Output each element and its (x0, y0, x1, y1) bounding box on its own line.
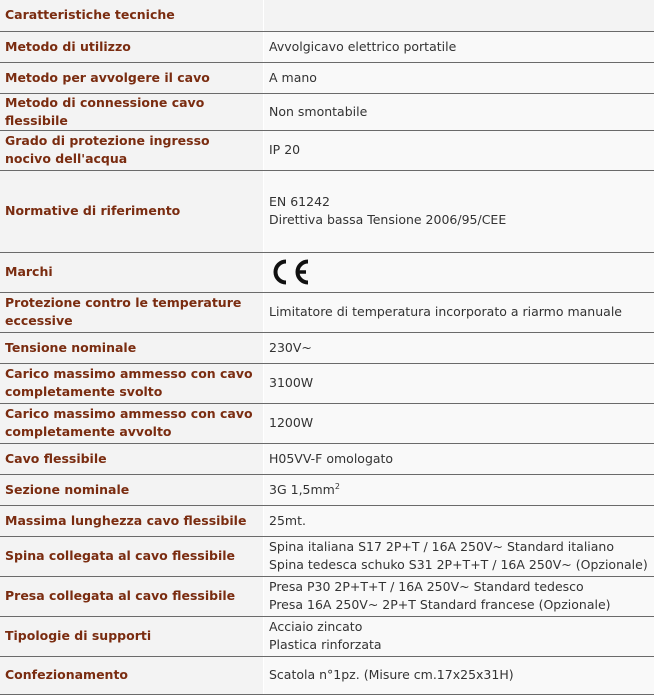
row-label: Tensione nominale (0, 332, 264, 363)
value-line: Presa P30 2P+T+T / 16A 250V~ Standard tedesco (269, 578, 650, 596)
row-label: Presa collegata al cavo flessibile (0, 576, 264, 616)
row-value: Avvolgicavo elettrico portatile (264, 31, 654, 62)
row-value (264, 576, 654, 616)
row-label: Massima lunghezza cavo flessibile (0, 505, 264, 536)
row-label: Tipologie di supporti (0, 616, 264, 656)
value-line: Acciaio zincato (269, 618, 650, 636)
row-value: 1200W (264, 403, 654, 443)
table-row (0, 443, 654, 474)
table-header-empty-cell (264, 0, 654, 31)
row-label: Normative di riferimento (0, 170, 264, 252)
row-label: Protezione contro le temperature eccessive (0, 292, 264, 332)
row-value (264, 616, 654, 656)
table-title: Caratteristiche tecniche (0, 0, 264, 31)
row-label: Grado di protezione ingresso nocivo dell'acqua (0, 130, 264, 170)
row-value: 230V~ (264, 332, 654, 363)
row-label: Confezionamento (0, 656, 264, 694)
row-value: 3100W (264, 363, 654, 403)
table-row (0, 656, 654, 694)
table-row (0, 332, 654, 363)
value-line: Presa 16A 250V~ 2P+T Standard francese (Opzionale) (269, 596, 650, 614)
row-value: Non smontabile (264, 93, 654, 130)
row-value: H05VV-F omologato (264, 443, 654, 474)
row-value (264, 252, 654, 292)
row-label: Metodo per avvolgere il cavo (0, 62, 264, 93)
row-label: Cavo flessibile (0, 443, 264, 474)
row-label: Metodo di connessione cavo flessibile (0, 93, 264, 130)
row-label: Marchi (0, 252, 264, 292)
row-value: 25mt. (264, 505, 654, 536)
row-label: Sezione nominale (0, 474, 264, 505)
row-value (264, 474, 654, 505)
row-value (264, 170, 654, 252)
table-row (0, 536, 654, 576)
row-value: Scatola n°1pz. (Misure cm.17x25x31H) (264, 656, 654, 694)
table-row (0, 170, 654, 252)
value-line: Spina italiana S17 2P+T / 16A 250V~ Standard italiano (269, 538, 650, 556)
value-superscript: 2 (335, 481, 340, 490)
row-value: IP 20 (264, 130, 654, 170)
table-header-row (0, 0, 654, 31)
row-label: Metodo di utilizzo (0, 31, 264, 62)
table-row (0, 62, 654, 93)
value-line: Direttiva bassa Tensione 2006/95/CEE (269, 211, 650, 229)
value-line: Plastica rinforzata (269, 636, 650, 654)
table-row (0, 576, 654, 616)
row-value (264, 536, 654, 576)
table-row (0, 505, 654, 536)
row-label: Carico massimo ammesso con cavo completamente svolto (0, 363, 264, 403)
row-value: A mano (264, 62, 654, 93)
row-label: Carico massimo ammesso con cavo completamente avvolto (0, 403, 264, 443)
table-row (0, 252, 654, 292)
row-value: Limitatore di temperatura incorporato a riarmo manuale (264, 292, 654, 332)
table-row (0, 616, 654, 656)
value-line: EN 61242 (269, 193, 650, 211)
ce-mark-icon (269, 258, 311, 286)
table-row (0, 31, 654, 62)
value-text: 3G 1,5mm (269, 482, 335, 497)
table-row (0, 474, 654, 505)
table-row (0, 403, 654, 443)
table-row (0, 93, 654, 130)
table-row (0, 130, 654, 170)
table-row (0, 292, 654, 332)
value-line: Spina tedesca schuko S31 2P+T+T / 16A 250V~ (Opzionale) (269, 556, 650, 574)
row-label: Spina collegata al cavo flessibile (0, 536, 264, 576)
table-row (0, 363, 654, 403)
